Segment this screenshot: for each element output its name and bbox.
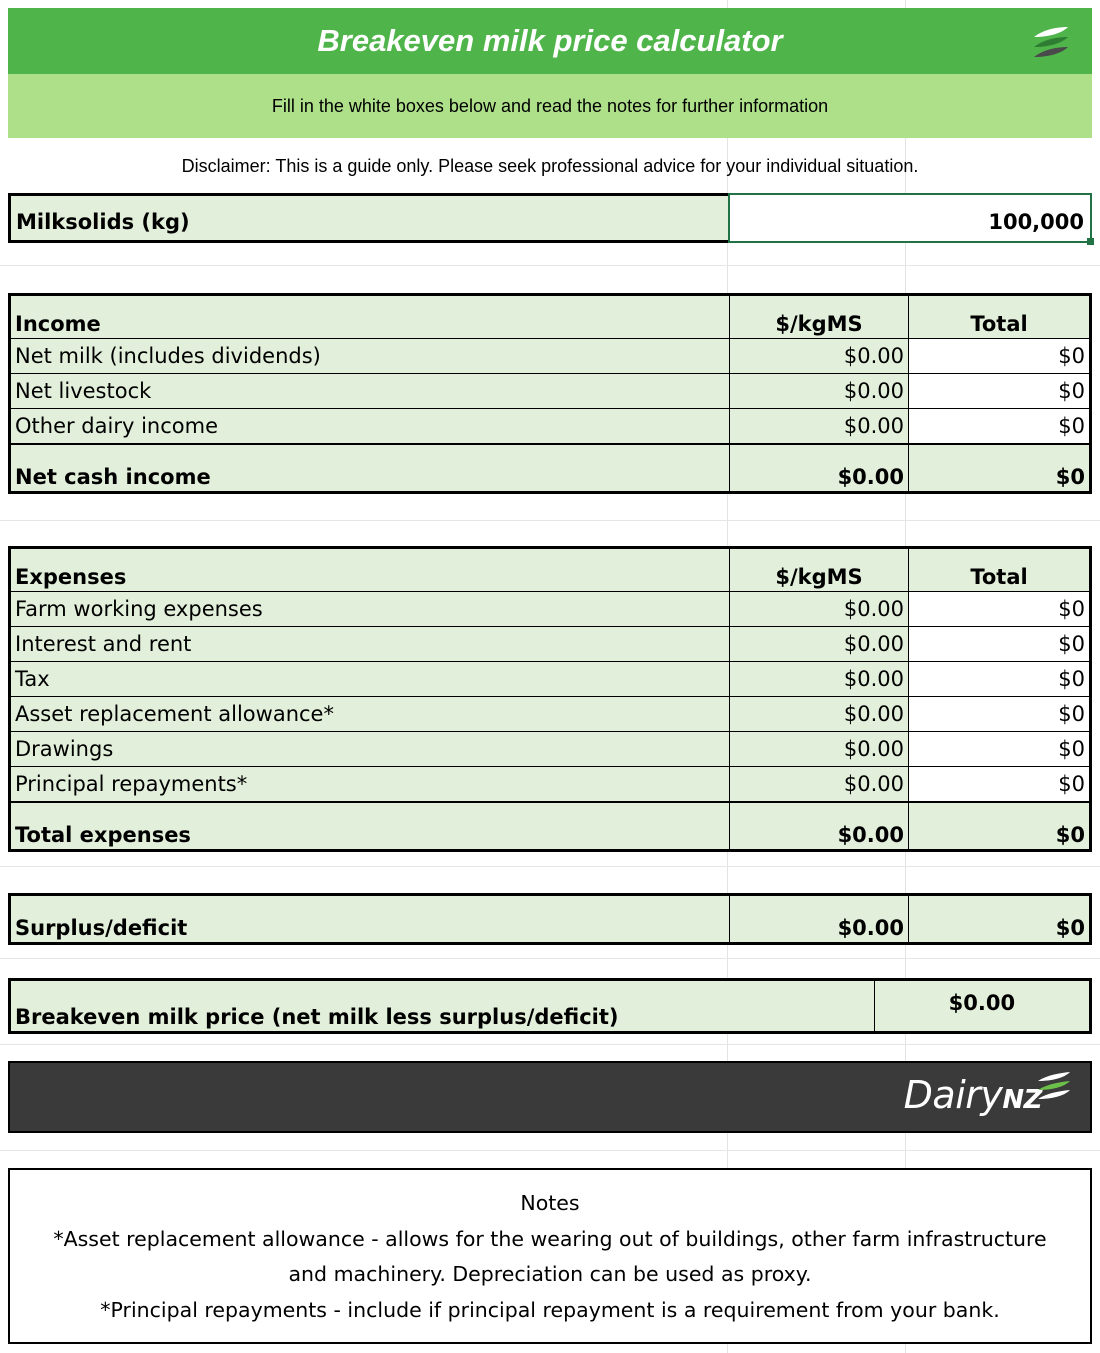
gridline: [0, 1044, 1100, 1045]
per-kg-cell: $0.00: [730, 592, 909, 627]
breakeven-table: [8, 978, 1092, 1034]
col-per-kg-header: $/kgMS: [730, 295, 909, 339]
surplus-row: [10, 895, 1091, 944]
row-label: Tax: [10, 662, 730, 697]
total-input-cell[interactable]: $0: [909, 339, 1091, 374]
income-heading: Income: [10, 295, 730, 339]
row-label: Interest and rent: [10, 627, 730, 662]
breakeven-label: Breakeven milk price (net milk less surplus/deficit): [10, 980, 875, 1033]
notes-line: *Asset replacement allowance - allows for the wearing out of buildings, other farm infrastructure: [53, 1226, 1047, 1251]
table-row: [10, 732, 1091, 767]
expenses-table: [8, 546, 1092, 852]
gridline: [0, 958, 1100, 959]
per-kg-cell: $0.00: [730, 662, 909, 697]
notes-box: [8, 1168, 1092, 1344]
table-row: [10, 767, 1091, 803]
table-row: [10, 662, 1091, 697]
gridline: [0, 866, 1100, 867]
table-row: [10, 627, 1091, 662]
dairynz-logo: [904, 1073, 1042, 1117]
dairynz-swoosh-icon: [1032, 25, 1070, 59]
per-kg-cell: $0.00: [730, 767, 909, 803]
row-label: Asset replacement allowance*: [10, 697, 730, 732]
page-title: Breakeven milk price calculator: [317, 23, 783, 58]
per-kg-cell: $0.00: [730, 732, 909, 767]
summary-total: $0: [909, 444, 1091, 493]
table-row: [10, 374, 1091, 409]
per-kg-cell: $0.00: [730, 697, 909, 732]
breakeven-row: [10, 980, 1091, 1033]
total-input-cell[interactable]: $0: [909, 374, 1091, 409]
total-input-cell[interactable]: $0: [909, 732, 1091, 767]
milksolids-row: [8, 193, 1092, 243]
summary-per-kg: $0.00: [730, 444, 909, 493]
summary-row: [10, 802, 1091, 851]
col-total-header: Total: [909, 548, 1091, 592]
table-row: [10, 339, 1091, 374]
milksolids-label: Milksolids (kg): [8, 193, 728, 243]
notes-line: and machinery. Depreciation can be used as proxy.: [288, 1262, 812, 1286]
summary-label: Net cash income: [10, 444, 730, 493]
milksolids-value: 100,000: [988, 210, 1084, 234]
instructions-text: Fill in the white boxes below and read the notes for further information: [271, 96, 829, 116]
gridline: [0, 1150, 1100, 1151]
table-row: [10, 409, 1091, 445]
total-input-cell[interactable]: $0: [909, 767, 1091, 803]
surplus-per-kg: $0.00: [730, 895, 909, 944]
notes-title: Notes: [520, 1191, 580, 1215]
footer-brand-bar: [8, 1061, 1092, 1133]
per-kg-cell: $0.00: [730, 409, 909, 445]
row-label: Farm working expenses: [10, 592, 730, 627]
milksolids-input[interactable]: [728, 193, 1092, 243]
disclaimer-text: Disclaimer: This is a guide only. Please seek professional advice for your individual situation.: [181, 156, 919, 176]
surplus-label: Surplus/deficit: [10, 895, 730, 944]
fill-handle[interactable]: [1087, 238, 1094, 245]
row-label: Net milk (includes dividends): [10, 339, 730, 374]
row-label: Principal repayments*: [10, 767, 730, 803]
total-input-cell[interactable]: $0: [909, 592, 1091, 627]
table-header-row: [10, 548, 1091, 592]
table-row: [10, 592, 1091, 627]
summary-per-kg: $0.00: [730, 802, 909, 851]
per-kg-cell: $0.00: [730, 339, 909, 374]
total-input-cell[interactable]: $0: [909, 627, 1091, 662]
per-kg-cell: $0.00: [730, 627, 909, 662]
per-kg-cell: $0.00: [730, 374, 909, 409]
summary-total: $0: [909, 802, 1091, 851]
notes-line: *Principal repayments - include if principal repayment is a requirement from your bank.: [100, 1297, 1000, 1322]
row-label: Other dairy income: [10, 409, 730, 445]
total-input-cell[interactable]: $0: [909, 409, 1091, 445]
gridline: [0, 265, 1100, 266]
income-table: [8, 293, 1092, 494]
brand-main: Dairy: [903, 1073, 1003, 1117]
summary-row: [10, 444, 1091, 493]
brand-suffix: NZ: [1002, 1085, 1042, 1115]
summary-label: Total expenses: [10, 802, 730, 851]
breakeven-value: $0.00: [874, 980, 1090, 1033]
table-row: [10, 697, 1091, 732]
table-header-row: [10, 295, 1091, 339]
gridline: [0, 520, 1100, 521]
instructions-bar: [8, 74, 1092, 138]
surplus-total: $0: [909, 895, 1091, 944]
title-bar: [8, 8, 1092, 74]
dairynz-swoosh-icon: [1036, 1071, 1072, 1101]
expenses-heading: Expenses: [10, 548, 730, 592]
row-label: Drawings: [10, 732, 730, 767]
total-input-cell[interactable]: $0: [909, 662, 1091, 697]
surplus-table: [8, 893, 1092, 945]
total-input-cell[interactable]: $0: [909, 697, 1091, 732]
row-label: Net livestock: [10, 374, 730, 409]
col-per-kg-header: $/kgMS: [730, 548, 909, 592]
col-total-header: Total: [909, 295, 1091, 339]
